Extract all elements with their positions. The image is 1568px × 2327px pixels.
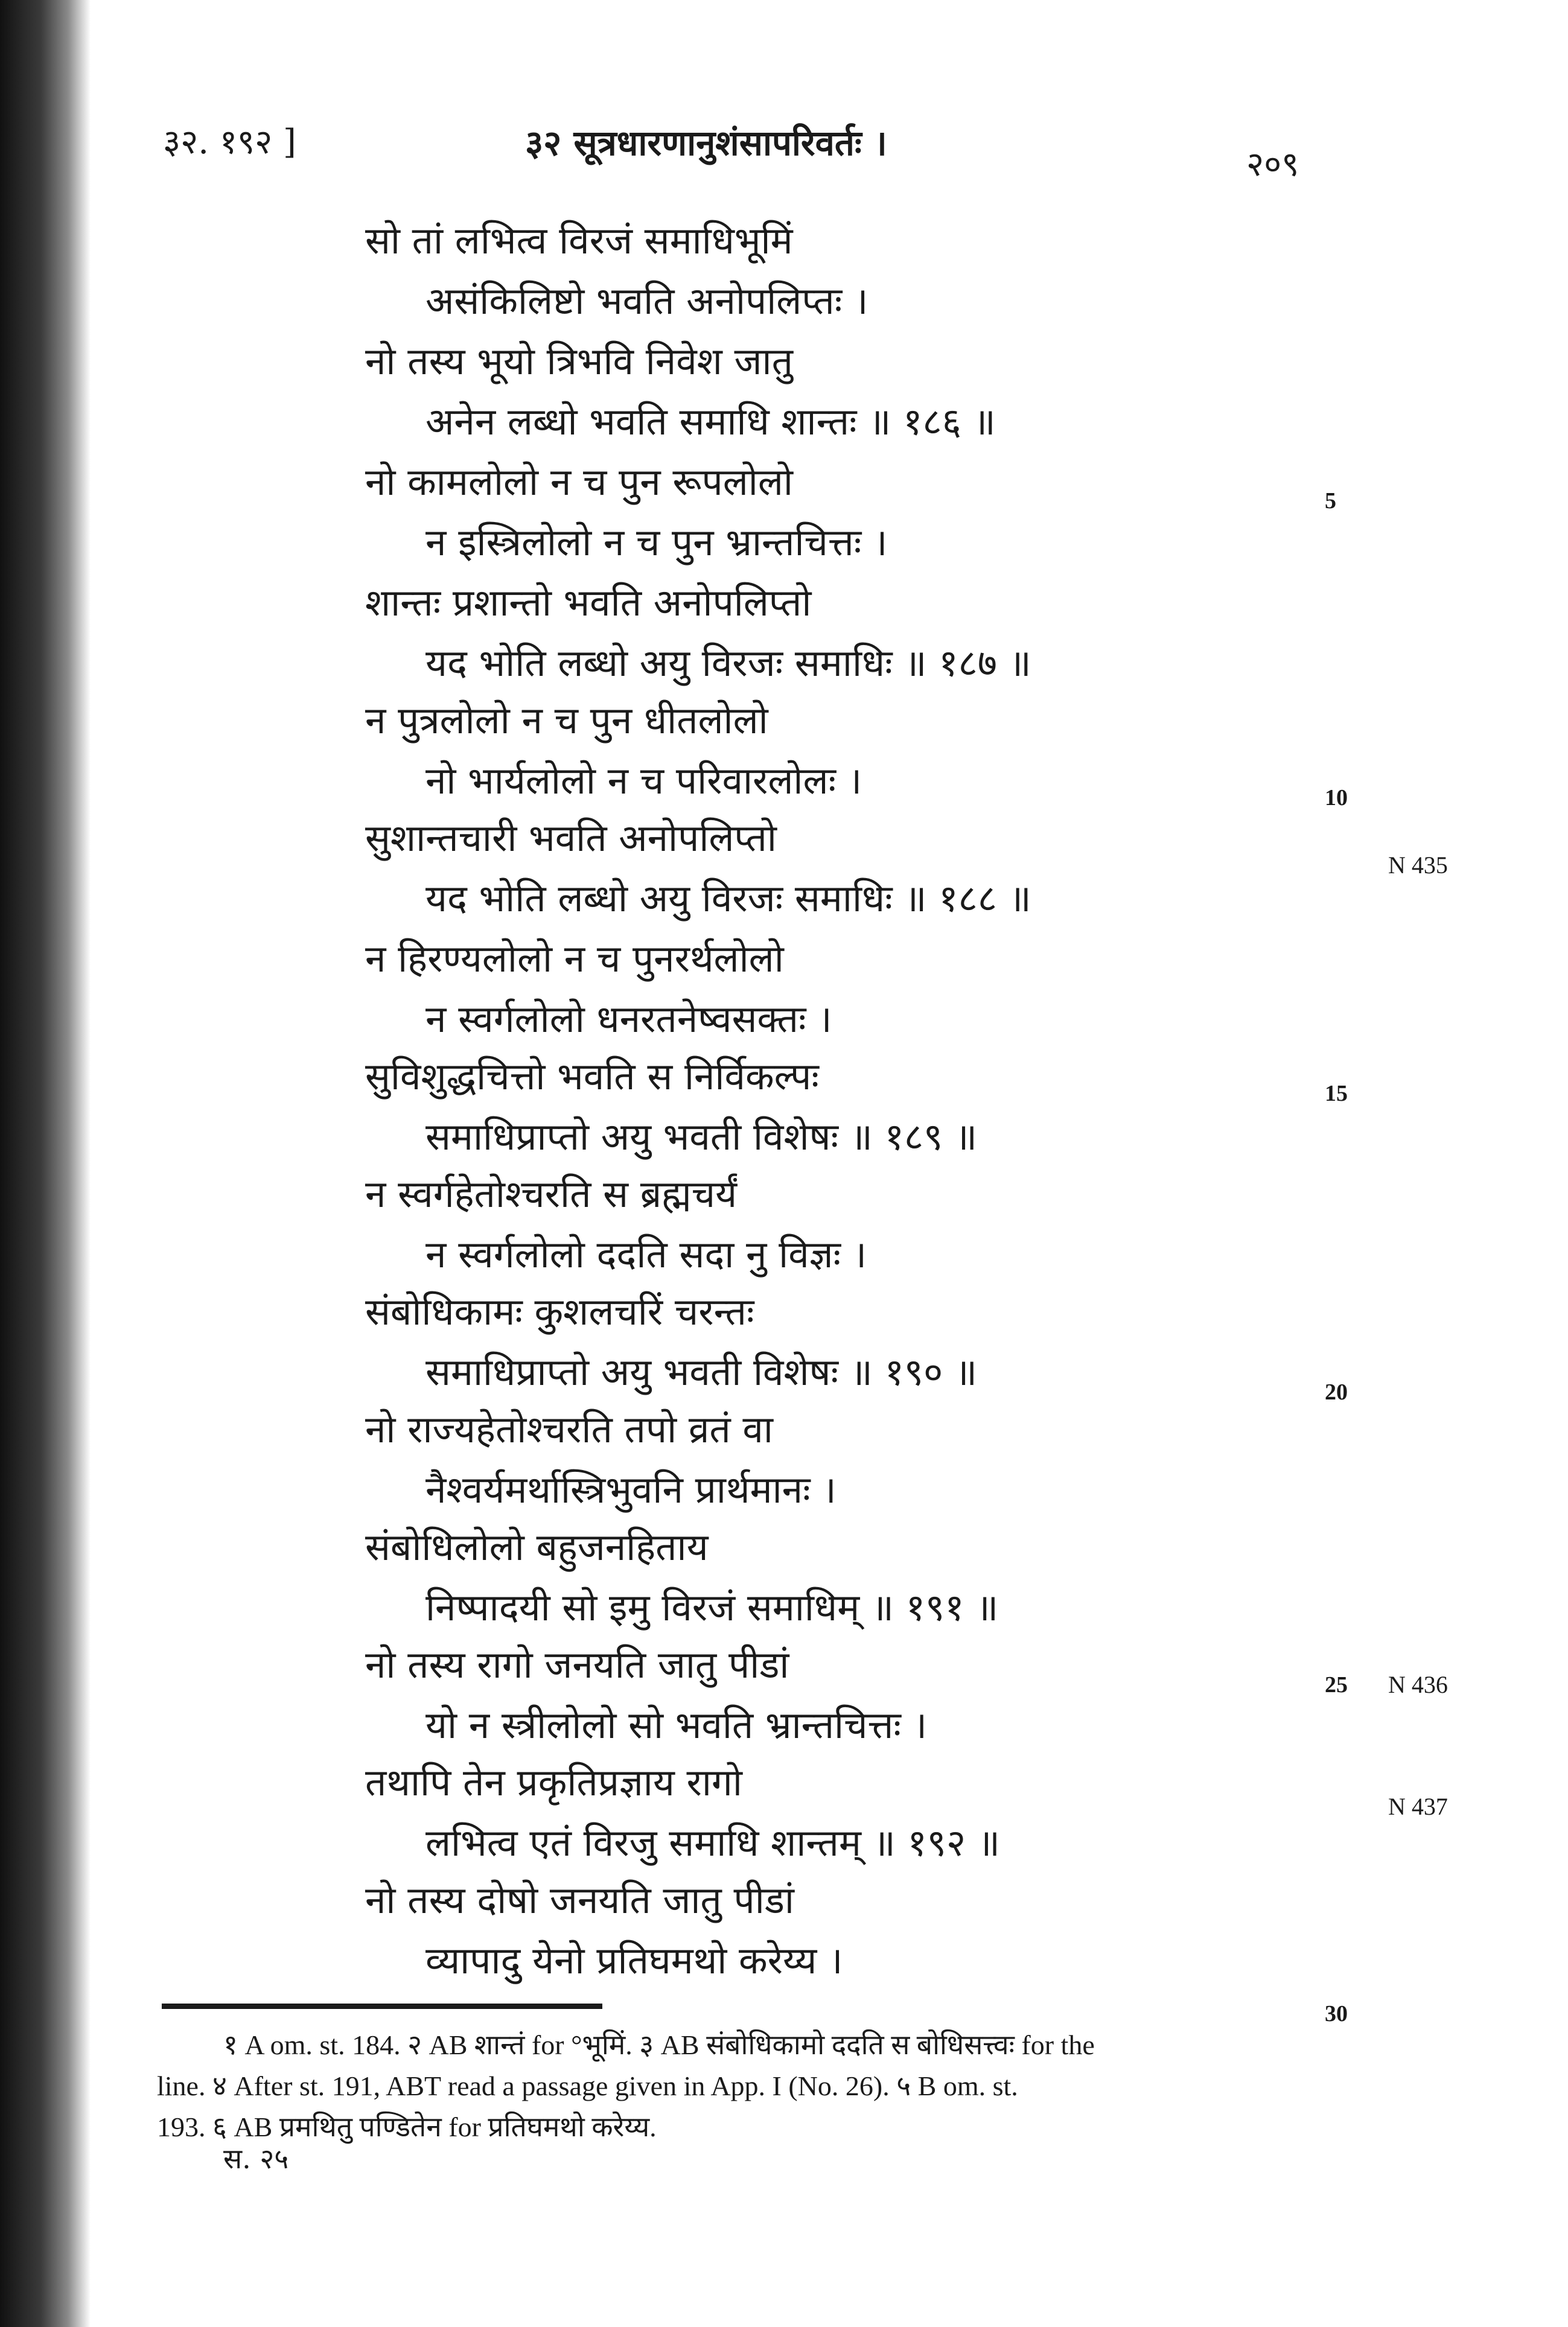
signature-mark: स. २५	[223, 2142, 289, 2175]
verse-line: नो तस्य भूयो त्रिभवि निवेश जातु	[365, 339, 793, 383]
footnote-rule	[162, 2004, 602, 2009]
verse-line: न स्वर्गलोलो ददति सदा नु विज्ञः ।	[425, 1232, 867, 1276]
line-number: 30	[1325, 2001, 1348, 2026]
verse-line: अनेन लब्धो भवति समाधि शान्तः ॥ १८६ ॥	[425, 400, 996, 444]
verse-line: समाधिप्राप्तो अयु भवती विशेषः ॥ १९० ॥	[425, 1350, 978, 1394]
manuscript-reference: N 436	[1388, 1671, 1448, 1698]
line-number: 15	[1325, 1081, 1348, 1106]
verse-line: न इस्त्रिलोलो न च पुन भ्रान्तचित्तः ।	[425, 520, 888, 564]
verse-line: तथापि तेन प्रकृतिप्रज्ञाय रागो	[365, 1760, 742, 1804]
verse-line: शान्तः प्रशान्तो भवति अनोपलिप्तो	[365, 581, 812, 625]
verse-line: न पुत्रलोलो न च पुन धीतलोलो	[365, 698, 768, 742]
verse-line: न हिरण्यलोलो न च पुनरर्थलोलो	[365, 937, 784, 981]
verse-line: यद भोति लब्धो अयु विरजः समाधिः ॥ १८७ ॥	[425, 641, 1031, 685]
line-number: 20	[1325, 1380, 1348, 1405]
line-number: 10	[1325, 785, 1348, 810]
manuscript-reference: N 437	[1388, 1793, 1448, 1820]
verse-line: यद भोति लब्धो अयु विरजः समाधिः ॥ १८८ ॥	[425, 876, 1031, 920]
footnote-line: 193. ६ AB प्रमथितु पण्डितेन for प्रतिघमथो करेय्य.	[157, 2112, 657, 2142]
running-title: ३२ सूत्रधारणानुशंसापरिवर्तः ।	[525, 123, 887, 164]
verse-line: असंकिलिष्टो भवति अनोपलिप्तः ।	[425, 279, 868, 323]
footnote-line: line. ४ After st. 191, ABT read a passage given in App. I (No. 26). ५ B om. st.	[157, 2071, 1018, 2101]
verse-line: नो तस्य दोषो जनयति जातु पीडां	[365, 1878, 794, 1922]
verse-line: संबोधिलोलो बहुजनहिताय	[365, 1525, 709, 1569]
line-number: 5	[1325, 488, 1336, 514]
verse-line: नैश्वर्यमर्थास्त्रिभुवनि प्रार्थमानः ।	[425, 1468, 837, 1512]
verse-line: न स्वर्गहेतोश्चरति स ब्रह्मचर्यं	[365, 1172, 738, 1216]
verse-line: नो कामलोलो न च पुन रूपलोलो	[365, 460, 793, 504]
verse-line: लभित्व एतं विरजु समाधि शान्तम् ॥ १९२ ॥	[425, 1821, 1001, 1865]
verse-line: नो राज्यहेतोश्चरति तपो व्रतं वा	[365, 1407, 773, 1451]
verse-line: नो तस्य रागो जनयति जातु पीडां	[365, 1643, 789, 1687]
verse-line: यो न स्त्रीलोलो सो भवति भ्रान्तचित्तः ।	[425, 1703, 928, 1747]
verse-line: न स्वर्गलोलो धनरतनेष्वसक्तः ।	[425, 997, 832, 1041]
verse-line: सो तां लभित्व विरजं समाधिभूमिं	[365, 218, 793, 263]
footnotes	[157, 2025, 1292, 2148]
verse-line: निष्पादयी सो इमु विरजं समाधिम् ॥ १९१ ॥	[425, 1585, 999, 1629]
binding-shadow	[0, 0, 91, 2327]
line-number: 25	[1325, 1672, 1348, 1698]
verse-line: नो भार्यलोलो न च परिवारलोलः ।	[425, 759, 862, 803]
verse-line: सुविशुद्धचित्तो भवति स निर्विकल्पः	[365, 1054, 819, 1098]
chapter-verse-range: ३२. १९२ ]	[163, 123, 296, 162]
verse-line: सुशान्तचारी भवति अनोपलिप्तो	[365, 816, 777, 860]
verse-line: समाधिप्राप्तो अयु भवती विशेषः ॥ १८९ ॥	[425, 1115, 978, 1159]
verse-line: संबोधिकामः कुशलचरिं चरन्तः	[365, 1290, 754, 1334]
page-number: २०९	[1246, 145, 1299, 184]
manuscript-reference: N 435	[1388, 852, 1448, 879]
footnote-line: १ A om. st. 184. २ AB शान्तं for °भूमिं. ३ AB संबोधिकामो ददति स बोधिसत्त्वः for the	[223, 2029, 1095, 2060]
verse-line: व्यापादु येनो प्रतिघमथो करेय्य ।	[425, 1938, 843, 1982]
